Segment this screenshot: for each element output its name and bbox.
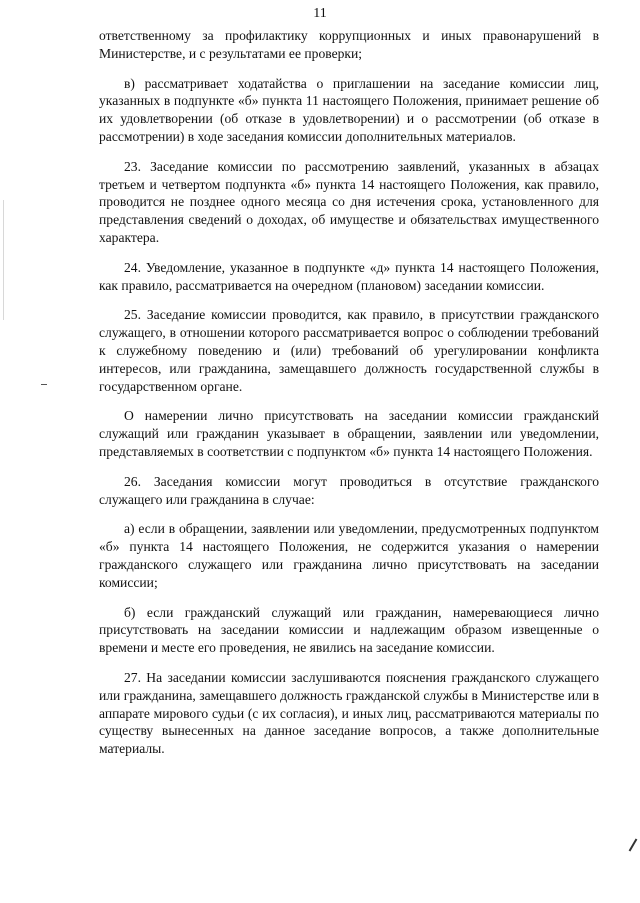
scan-edge-shadow [3,200,4,320]
paragraph-27: 27. На заседании комиссии заслушиваются пояснения гражданского служащего или гражданина, замещавшего должность гражданской службы в Министерстве или в аппарате мирового судьи (с их согласия), и иных лиц, рассматриваются материалы по существу вынесенных на данное заседание вопросов, а также дополнительные материалы. [99,669,599,757]
paragraph-23: 23. Заседание комиссии по рассмотрению заявлений, указанных в абзацах третьем и четвертом подпункта «б» пункта 14 настоящего Положения, как правило, проводится не позднее одного месяца со дня истечения срока, установленного для представления сведений о доходах, об имуществе и обязательствах имущественного характера. [99,158,599,245]
paragraph-26-item-a: а) если в обращении, заявлении или уведомлении, предусмотренных подпунктом «б» пункта 14 настоящего Положения, не содержится указания о намерении гражданского служащего или гражданина лично присутствовать на заседании комиссии; [99,521,599,590]
paragraph-24: 24. Уведомление, указанное в подпункте «д» пункта 14 настоящего Положения, как правило, рассматривается на очередном (плановом) заседании комиссии. [99,259,599,293]
paragraph-item-v: в) рассматривает ходатайства о приглашении на заседание комиссии лиц, указанных в подпункте «б» пункта 11 настоящего Положения, принимает решение об их удовлетворении (об отказе в удовлетворении) и о рассмотрении (об отказе в рассмотрении) в ходе заседания комиссии дополнительных материалов. [99,75,599,144]
margin-mark [41,384,47,385]
paragraph-26: 26. Заседания комиссии могут проводиться в отсутствие гражданского служащего или гражданина в случае: [99,473,599,507]
paragraph-continuation: ответственному за профилактику коррупционных и иных правонарушений в Министерстве, и с результатами ее проверки; [99,28,599,61]
paragraph-26-item-b: б) если гражданский служащий или гражданин, намеревающиеся лично присутствовать на заседании комиссии и надлежащим образом извещенные о времени и месте его проведения, не явились на заседание комиссии. [99,604,599,656]
corner-pen-mark [629,838,638,851]
paragraph-25: 25. Заседание комиссии проводится, как правило, в присутствии гражданского служащего, в отношении которого рассматривается вопрос о соблюдении требований к служебному поведению и (или) требований об урегулировании конфликта интересов, или гражданина, замещавшего должность государственной службы в государственном органе. [99,307,599,394]
paragraph-25-continuation: О намерении лично присутствовать на заседании комиссии гражданский служащий или гражданин указывает в обращении, заявлении или уведомлении, представляемых в соответствии с подпунктом «б» пункта 14 настоящего Положения. [99,408,599,459]
document-body [99,27,599,770]
page-number: 11 [313,6,327,21]
